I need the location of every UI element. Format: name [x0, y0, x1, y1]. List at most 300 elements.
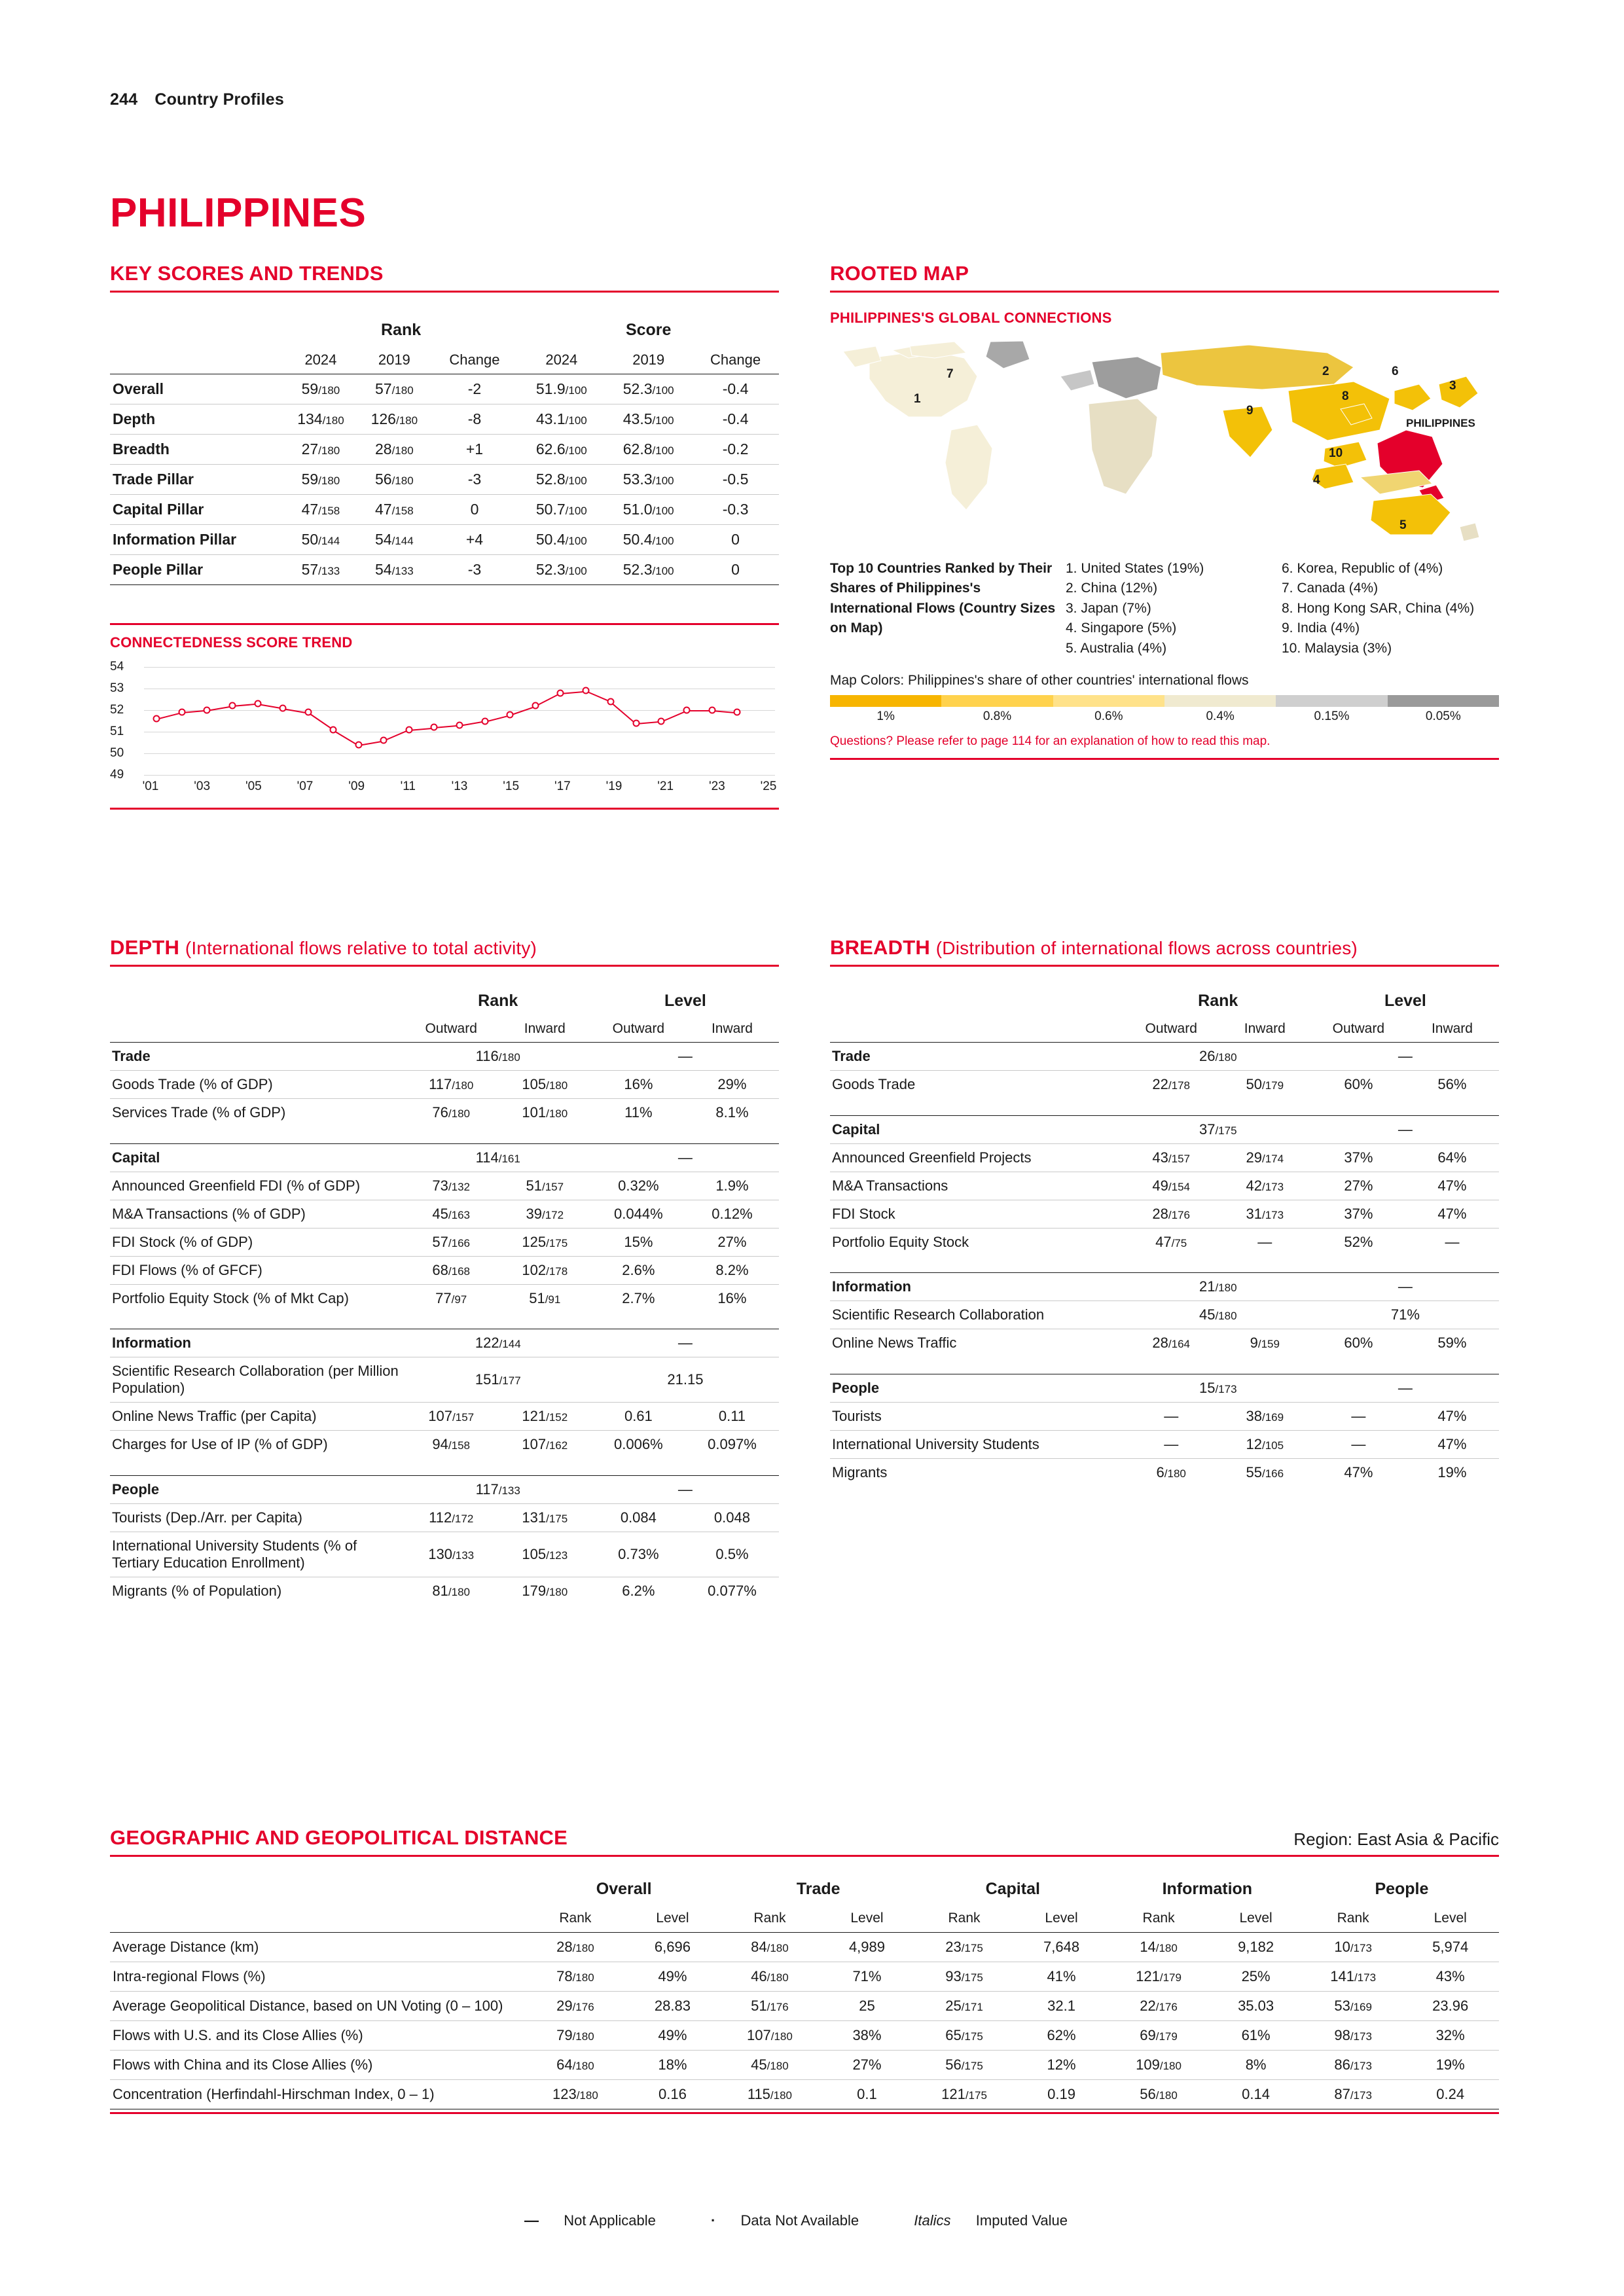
table-cell: 50.4/100 — [518, 525, 605, 555]
top10-item: 7. Canada (4%) — [1282, 581, 1379, 596]
chart-y-tick: 53 — [110, 681, 124, 695]
depth-section — [110, 936, 779, 1605]
table-cell: 43.1/100 — [518, 404, 605, 435]
table-cell: — — [1312, 1430, 1405, 1458]
group-header-rank: Rank — [1198, 992, 1238, 1010]
chart-data-point — [204, 707, 211, 714]
map-colors-note: Map Colors: Philippines's share of other countries' international flows — [830, 673, 1249, 689]
table-cell: 0.077% — [685, 1577, 779, 1605]
table-cell: 73/132 — [405, 1172, 498, 1200]
table-cell: 64/180 — [527, 2051, 624, 2080]
chart-plot-area — [110, 662, 779, 802]
footnote-not-applicable — [524, 2212, 673, 2229]
chart-data-point — [582, 687, 589, 694]
depth-title-text: DEPTH — [110, 936, 180, 959]
table-row — [110, 1403, 779, 1431]
table-cell: -0.5 — [692, 465, 779, 495]
table-cell: -0.4 — [692, 404, 779, 435]
table-cell: 0.19 — [1013, 2080, 1110, 2109]
table-cell: 54/144 — [357, 525, 431, 555]
chart-data-point — [355, 741, 362, 748]
depth-title — [110, 936, 779, 960]
row-label: Portfolio Equity Stock (% of Mkt Cap) — [110, 1284, 405, 1312]
map-legend-labels — [830, 709, 1499, 724]
footnote-data-not-available — [711, 2212, 876, 2229]
top10-item: 4. Singapore (5%) — [1066, 620, 1177, 636]
table-cell: 105/180 — [498, 1071, 592, 1099]
geo-sub-header: Level — [1239, 1910, 1272, 1926]
table-spacer — [110, 1458, 779, 1475]
chart-x-tick: '01 — [142, 780, 159, 793]
table-cell: 1.9% — [685, 1172, 779, 1200]
map-marker-6: 6 — [1392, 365, 1399, 378]
row-label: Goods Trade — [830, 1071, 1125, 1099]
row-label: Scientific Research Collaboration (per Million Population) — [110, 1357, 405, 1403]
table-cell: 9,182 — [1207, 1933, 1305, 1962]
table-row — [110, 435, 779, 465]
table-row — [110, 2051, 1499, 2080]
table-cell: 6,696 — [624, 1933, 721, 1962]
table-row — [110, 1431, 779, 1459]
table-cell: 12/105 — [1218, 1430, 1312, 1458]
table-row — [110, 495, 779, 525]
row-label: FDI Stock (% of GDP) — [110, 1228, 405, 1256]
legend-swatch — [830, 695, 941, 707]
col-rank-change: Change — [449, 351, 500, 368]
table-row — [110, 1284, 779, 1312]
breadth-title-text: BREADTH — [830, 936, 930, 959]
table-cell: 61% — [1207, 2021, 1305, 2051]
table-cell: 6.2% — [592, 1577, 685, 1605]
table-cell: 32% — [1401, 2021, 1499, 2051]
row-label: Migrants — [830, 1458, 1125, 1486]
table-cell: 23/175 — [916, 1933, 1013, 1962]
table-cell: 107/157 — [405, 1403, 498, 1431]
section-header-row — [110, 1475, 779, 1503]
map-label-philippines: PHILIPPINES — [1406, 417, 1475, 429]
table-row — [110, 1256, 779, 1284]
row-label: Flows with China and its Close Allies (%) — [110, 2051, 527, 2080]
row-label: Announced Greenfield FDI (% of GDP) — [110, 1172, 405, 1200]
top10-item: 8. Hong Kong SAR, China (4%) — [1282, 600, 1475, 616]
chart-x-tick: '03 — [194, 780, 211, 793]
na-symbol: — — [524, 2212, 539, 2229]
table-cell: 29/174 — [1218, 1143, 1312, 1172]
world-map-svg — [830, 338, 1499, 551]
chart-gridline — [144, 753, 775, 754]
chart-data-point — [405, 726, 412, 733]
table-cell: 15/173 — [1125, 1374, 1312, 1402]
table-cell: 11% — [592, 1099, 685, 1127]
row-label: Breadth — [110, 435, 284, 465]
breadth-subtitle: (Distribution of international flows across countries) — [935, 938, 1358, 958]
geo-group-header: Overall — [596, 1880, 652, 1898]
section-header-row — [110, 1043, 779, 1071]
row-label: Goods Trade (% of GDP) — [110, 1071, 405, 1099]
sub-header-level-outward: Outward — [1332, 1021, 1385, 1036]
table-cell: 56/180 — [357, 465, 431, 495]
col-score-2019: 2019 — [632, 351, 665, 368]
table-cell: 64% — [1405, 1143, 1499, 1172]
table-cell: 56% — [1405, 1071, 1499, 1099]
table-row — [110, 2080, 1499, 2109]
table-cell: -0.4 — [692, 374, 779, 404]
table-cell: — — [1312, 1402, 1405, 1430]
table-row — [110, 2021, 1499, 2051]
table-cell: 59/180 — [284, 374, 357, 404]
chart-data-point — [607, 698, 615, 705]
table-cell: 105/123 — [498, 1532, 592, 1577]
table-cell: 60% — [1312, 1071, 1405, 1099]
legend-label: 0.6% — [1094, 709, 1123, 724]
table-cell: 122/144 — [405, 1329, 592, 1357]
table-cell: 0.61 — [592, 1403, 685, 1431]
table-cell: 28/180 — [357, 435, 431, 465]
divider — [110, 965, 779, 967]
geo-table — [110, 1874, 1499, 2109]
chart-data-point — [632, 719, 640, 726]
table-cell: 52% — [1312, 1228, 1405, 1256]
table-cell: 28/164 — [1125, 1329, 1218, 1357]
table-cell: 65/175 — [916, 2021, 1013, 2051]
table-row — [830, 1430, 1499, 1458]
page-header — [110, 90, 284, 109]
geo-group-header: Information — [1162, 1880, 1253, 1898]
top10-list-right — [1282, 559, 1498, 658]
table-cell: 86/173 — [1305, 2051, 1402, 2080]
legend-label: 0.05% — [1425, 709, 1461, 724]
legend-swatch — [1164, 695, 1276, 707]
table-cell: 29/176 — [527, 1992, 624, 2021]
section-label: Information — [830, 1273, 1125, 1301]
sub-header-level-inward: Inward — [711, 1021, 753, 1036]
dna-label: Data Not Available — [740, 2212, 859, 2229]
table-cell: 39/172 — [498, 1200, 592, 1228]
chart-gridline — [144, 710, 775, 711]
table-cell: 50/179 — [1218, 1071, 1312, 1099]
table-cell: 0.11 — [685, 1403, 779, 1431]
table-cell: -8 — [431, 404, 518, 435]
section-name: Country Profiles — [154, 90, 284, 109]
table-cell: 27/180 — [284, 435, 357, 465]
table-cell: 45/163 — [405, 1200, 498, 1228]
geo-sub-header: Rank — [1337, 1910, 1369, 1926]
col-score-2024: 2024 — [545, 351, 578, 368]
table-cell: 76/180 — [405, 1099, 498, 1127]
table-cell: 52.8/100 — [518, 465, 605, 495]
table-cell: +1 — [431, 435, 518, 465]
geo-sub-header: Rank — [1142, 1910, 1175, 1926]
table-cell: 22/178 — [1125, 1071, 1218, 1099]
table-cell: 131/175 — [498, 1503, 592, 1532]
row-label: FDI Flows (% of GFCF) — [110, 1256, 405, 1284]
table-col-header-row — [110, 346, 779, 374]
breadth-title — [830, 936, 1499, 960]
table-cell: 0.1 — [818, 2080, 916, 2109]
table-cell: 0.097% — [685, 1431, 779, 1459]
table-cell: — — [1312, 1374, 1499, 1402]
table-row — [830, 1200, 1499, 1228]
table-cell: 62.8/100 — [605, 435, 692, 465]
key-scores-section — [110, 262, 779, 810]
row-label: M&A Transactions — [830, 1172, 1125, 1200]
legend-footnote — [110, 2212, 1499, 2229]
table-group-header-row — [110, 986, 779, 1016]
connectedness-trend-chart — [110, 623, 779, 810]
table-cell: 47/158 — [284, 495, 357, 525]
top10-list-left — [1066, 559, 1282, 658]
col-rank-2019: 2019 — [378, 351, 410, 368]
table-spacer — [830, 1256, 1499, 1273]
geo-sub-header: Level — [1434, 1910, 1467, 1926]
chart-data-point — [456, 722, 463, 729]
dna-symbol: · — [710, 2212, 716, 2229]
table-cell: 107/180 — [721, 2021, 819, 2051]
table-cell: 23.96 — [1401, 1992, 1499, 2021]
table-cell: 25% — [1207, 1962, 1305, 1992]
sub-header-level-inward: Inward — [1431, 1021, 1473, 1036]
table-cell: 79/180 — [527, 2021, 624, 2051]
section-label: Capital — [110, 1143, 405, 1172]
table-cell: 87/173 — [1305, 2080, 1402, 2109]
table-cell: 8% — [1207, 2051, 1305, 2080]
top10-item: 6. Korea, Republic of (4%) — [1282, 561, 1443, 576]
top10-item: 10. Malaysia (3%) — [1282, 640, 1392, 656]
table-row — [110, 1503, 779, 1532]
map-marker-8: 8 — [1342, 389, 1349, 403]
row-label: Overall — [110, 374, 284, 404]
geo-group-header: People — [1375, 1880, 1429, 1898]
chart-data-point — [280, 704, 287, 711]
table-row — [830, 1172, 1499, 1200]
row-label: People Pillar — [110, 555, 284, 585]
chart-y-tick: 51 — [110, 725, 124, 738]
table-cell: 25 — [818, 1992, 916, 2021]
row-label: Scientific Research Collaboration — [830, 1301, 1125, 1329]
row-label: FDI Stock — [830, 1200, 1125, 1228]
table-cell: — — [1125, 1430, 1218, 1458]
chart-data-point — [153, 715, 160, 723]
chart-data-point — [330, 726, 337, 733]
rooted-map-title: ROOTED MAP — [830, 262, 969, 285]
table-cell: 37% — [1312, 1200, 1405, 1228]
chart-y-tick: 54 — [110, 660, 124, 673]
table-row — [110, 1099, 779, 1127]
table-cell: 77/97 — [405, 1284, 498, 1312]
sub-header-level-outward: Outward — [612, 1021, 665, 1036]
table-cell: -2 — [431, 374, 518, 404]
table-cell: -0.2 — [692, 435, 779, 465]
sub-header-rank-outward: Outward — [425, 1021, 477, 1036]
table-cell: — — [1312, 1115, 1499, 1143]
table-cell: — — [592, 1143, 779, 1172]
section-header-row — [830, 1115, 1499, 1143]
table-cell: 50.4/100 — [605, 525, 692, 555]
table-row — [830, 1143, 1499, 1172]
region-label: Region: East Asia & Pacific — [1293, 1829, 1499, 1849]
sub-header-rank-inward: Inward — [524, 1021, 566, 1036]
table-cell: 0.32% — [592, 1172, 685, 1200]
table-cell: — — [592, 1043, 779, 1071]
table-cell: 51/176 — [721, 1992, 819, 2021]
geo-group-header-row — [110, 1874, 1499, 1905]
table-cell: 101/180 — [498, 1099, 592, 1127]
map-marker-2: 2 — [1322, 365, 1329, 378]
table-cell: 93/175 — [916, 1962, 1013, 1992]
row-label: Charges for Use of IP (% of GDP) — [110, 1431, 405, 1459]
table-cell: 102/178 — [498, 1256, 592, 1284]
table-cell: 71% — [818, 1962, 916, 1992]
chart-data-point — [532, 702, 539, 709]
table-cell: 53/169 — [1305, 1992, 1402, 2021]
spacer-cell — [110, 1905, 527, 1933]
breadth-section — [830, 936, 1499, 1486]
table-row — [110, 525, 779, 555]
table-cell: 49% — [624, 1962, 721, 1992]
chart-data-point — [734, 709, 741, 716]
sub-header-rank-outward: Outward — [1145, 1021, 1197, 1036]
row-label: Depth — [110, 404, 284, 435]
table-cell: 94/158 — [405, 1431, 498, 1459]
table-row — [110, 1933, 1499, 1962]
table-cell: 0.048 — [685, 1503, 779, 1532]
legend-swatch — [1388, 695, 1499, 707]
table-cell: 26/180 — [1125, 1043, 1312, 1071]
table-cell: 0.5% — [685, 1532, 779, 1577]
table-cell: 5,974 — [1401, 1933, 1499, 1962]
table-cell: 27% — [685, 1228, 779, 1256]
table-cell: 28.83 — [624, 1992, 721, 2021]
section-header-row — [830, 1043, 1499, 1071]
table-cell: 32.1 — [1013, 1992, 1110, 2021]
table-cell: 16% — [592, 1071, 685, 1099]
table-cell: 115/180 — [721, 2080, 819, 2109]
page-title: PHILIPPINES — [110, 190, 367, 236]
table-cell: 2.7% — [592, 1284, 685, 1312]
row-label: Flows with U.S. and its Close Allies (%) — [110, 2021, 527, 2051]
table-cell: 84/180 — [721, 1933, 819, 1962]
row-label: Portfolio Equity Stock — [830, 1228, 1125, 1256]
table-cell: 0.12% — [685, 1200, 779, 1228]
chart-gridline — [144, 667, 775, 668]
table-cell: 62.6/100 — [518, 435, 605, 465]
map-marker-4: 4 — [1313, 473, 1320, 487]
table-cell: 59% — [1405, 1329, 1499, 1357]
map-legend-bar — [830, 695, 1499, 707]
table-cell: 52.3/100 — [518, 555, 605, 585]
top10-item: 2. China (12%) — [1066, 581, 1158, 596]
geo-sub-header: Rank — [559, 1910, 592, 1926]
world-map — [830, 338, 1499, 551]
geo-sub-header: Level — [656, 1910, 689, 1926]
table-cell: -0.3 — [692, 495, 779, 525]
table-cell: 2.6% — [592, 1256, 685, 1284]
table-cell: 0.24 — [1401, 2080, 1499, 2109]
table-row — [830, 1228, 1499, 1256]
key-scores-table — [110, 315, 779, 585]
table-row — [110, 465, 779, 495]
chart-gridline — [144, 775, 775, 776]
divider — [830, 291, 1499, 293]
row-label: International University Students — [830, 1430, 1125, 1458]
table-cell: 121/179 — [1110, 1962, 1208, 1992]
legend-label: 0.8% — [983, 709, 1012, 724]
geo-sub-header-row — [110, 1905, 1499, 1933]
table-cell: 68/168 — [405, 1256, 498, 1284]
imputed-label: Imputed Value — [975, 2212, 1068, 2229]
map-marker-10: 10 — [1329, 446, 1343, 460]
row-label: Capital Pillar — [110, 495, 284, 525]
map-marker-7: 7 — [947, 367, 954, 381]
sub-header-rank-inward: Inward — [1244, 1021, 1286, 1036]
chart-data-point — [431, 724, 438, 731]
table-cell: 60% — [1312, 1329, 1405, 1357]
italics-label: Italics — [914, 2212, 951, 2229]
table-cell: 43% — [1401, 1962, 1499, 1992]
map-marker-3: 3 — [1449, 379, 1456, 393]
row-label: Online News Traffic (per Capita) — [110, 1403, 405, 1431]
table-cell: 56/180 — [1110, 2080, 1208, 2109]
section-header-row — [830, 1374, 1499, 1402]
top10-item: 9. India (4%) — [1282, 620, 1360, 636]
row-label: Concentration (Herfindahl-Hirschman Index, 0 – 1) — [110, 2080, 527, 2109]
table-cell: 38% — [818, 2021, 916, 2051]
group-header-level: Level — [664, 992, 706, 1010]
table-cell: 125/175 — [498, 1228, 592, 1256]
rooted-map-subtitle: PHILIPPINES'S GLOBAL CONNECTIONS — [830, 310, 1112, 326]
table-cell: 9/159 — [1218, 1329, 1312, 1357]
legend-swatch — [941, 695, 1053, 707]
section-label: Capital — [830, 1115, 1125, 1143]
table-cell: 107/162 — [498, 1431, 592, 1459]
chart-x-axis — [144, 780, 775, 798]
chart-x-tick: '11 — [400, 780, 416, 793]
table-spacer — [110, 1126, 779, 1143]
rooted-map-section — [830, 262, 1499, 760]
table-cell: 50.7/100 — [518, 495, 605, 525]
divider — [110, 291, 779, 293]
table-cell: 134/180 — [284, 404, 357, 435]
table-cell: 49/154 — [1125, 1172, 1218, 1200]
group-header-score: Score — [625, 321, 672, 339]
section-header-row — [830, 1273, 1499, 1301]
table-cell: 69/179 — [1110, 2021, 1208, 2051]
table-cell: 18% — [624, 2051, 721, 2080]
table-row — [110, 1228, 779, 1256]
table-cell: 31/173 — [1218, 1200, 1312, 1228]
chart-data-point — [708, 707, 715, 714]
table-cell: 35.03 — [1207, 1992, 1305, 2021]
table-cell: 52.3/100 — [605, 374, 692, 404]
table-cell: 0.73% — [592, 1532, 685, 1577]
table-cell: — — [1405, 1228, 1499, 1256]
geo-group-header: Trade — [796, 1880, 840, 1898]
table-cell: 78/180 — [527, 1962, 624, 1992]
table-row — [110, 1532, 779, 1577]
chart-data-point — [507, 711, 514, 718]
table-cell: 0 — [692, 555, 779, 585]
table-cell: 0.16 — [624, 2080, 721, 2109]
row-label: Migrants (% of Population) — [110, 1577, 405, 1605]
table-cell: 116/180 — [405, 1043, 592, 1071]
table-row — [830, 1301, 1499, 1329]
map-marker-9: 9 — [1246, 404, 1254, 418]
key-scores-title: KEY SCORES AND TRENDS — [110, 262, 384, 285]
table-cell: — — [1312, 1273, 1499, 1301]
table-cell: 56/175 — [916, 2051, 1013, 2080]
chart-data-point — [557, 689, 564, 696]
table-cell: 71% — [1312, 1301, 1499, 1329]
